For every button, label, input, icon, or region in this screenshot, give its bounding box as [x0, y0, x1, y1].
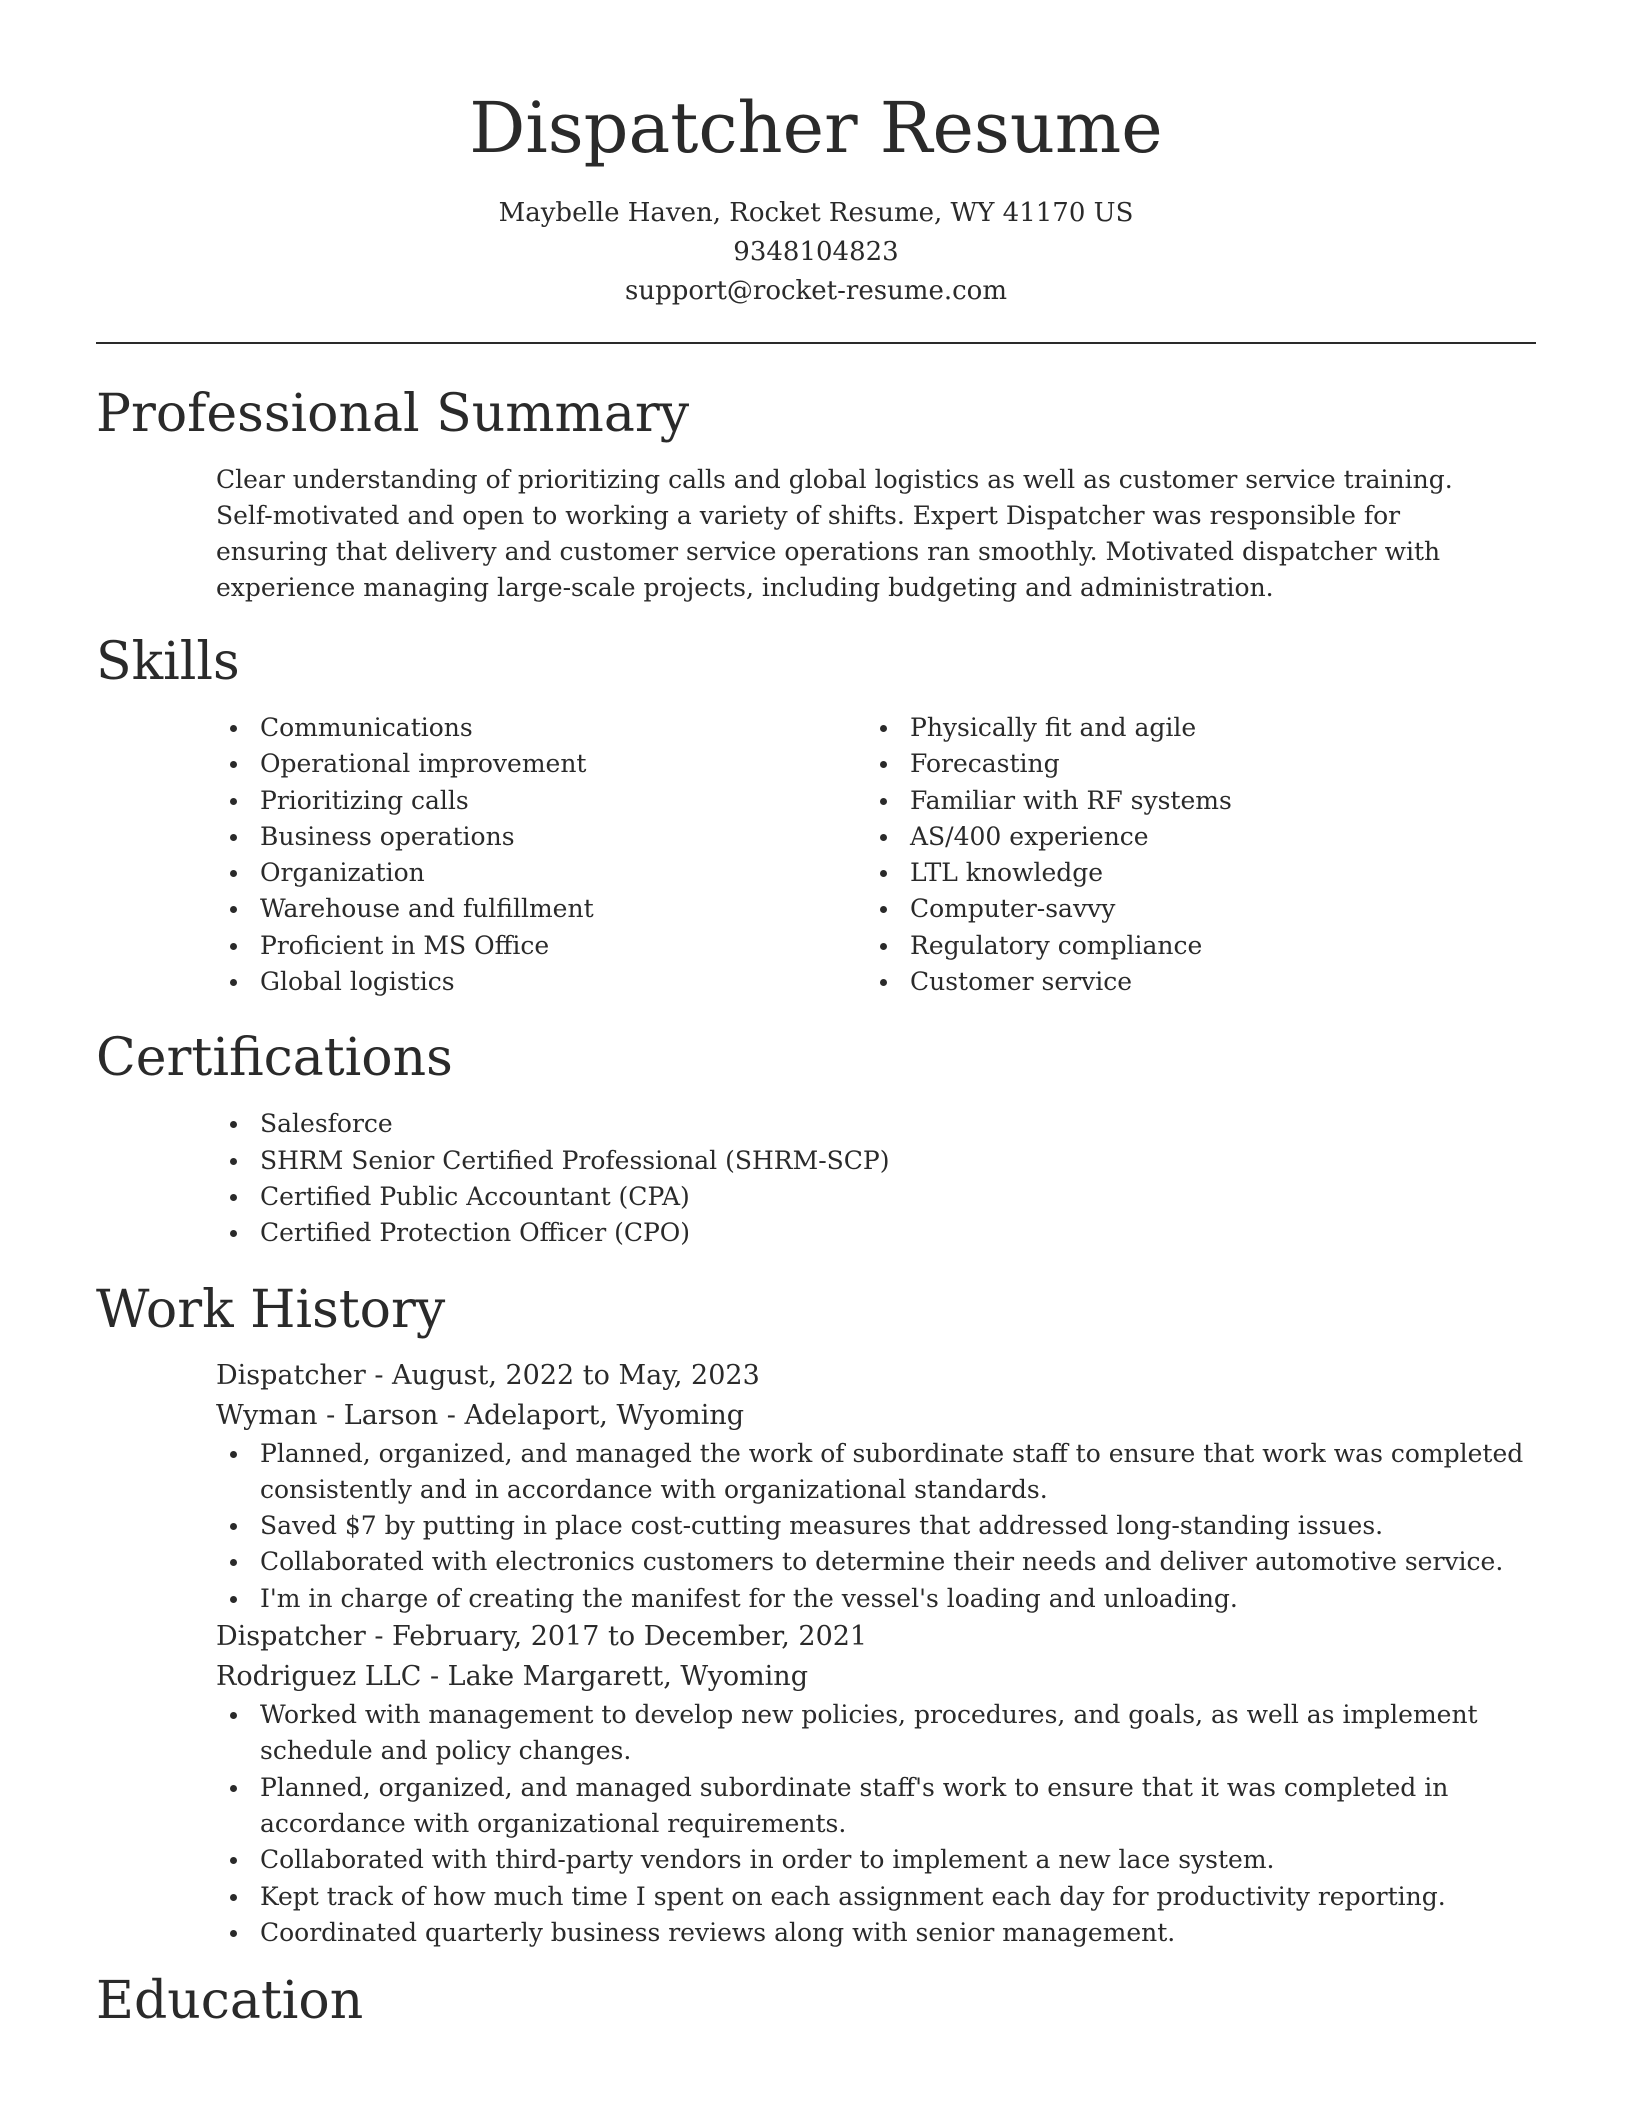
work-history-heading: Work History [96, 1279, 446, 1340]
skills-column-right [866, 710, 1516, 1000]
certifications-heading: Certifications [96, 1028, 453, 1089]
certifications-section [96, 1022, 1536, 1251]
job-duty-item: Worked with management to develop new policies, procedures, and goals, as well as implement schedule and policy changes. [260, 1697, 1536, 1770]
skill-item: Communications [260, 710, 866, 746]
skill-item: Physically fit and agile [910, 710, 1516, 746]
job-duty-item: Collaborated with electronics customers to determine their needs and deliver automotive service. [260, 1544, 1536, 1580]
job-duty-item: Planned, organized, and managed the work of subordinate staff to ensure that work was completed consistently and in accordance with organizational standards. [260, 1436, 1536, 1509]
summary-text: Clear understanding of prioritizing calls and global logistics as well as customer service training. Self-motivated and open to working a variety of shifts. Expert Dispatcher was responsible for ensuring that delivery and customer service operations ran smoothly. Motivated dispatcher with experience managing large-scale projects, including budgeting and administration. [216, 465, 1453, 602]
resume-title: Dispatcher Resume [469, 87, 1163, 169]
summary-section [96, 378, 1536, 606]
work-history-section [96, 1274, 1536, 1952]
education-section [96, 1965, 1536, 2037]
job-duty-item: Saved $7 by putting in place cost-cutting measures that addressed long-standing issues. [260, 1508, 1536, 1544]
skills-section [96, 626, 1536, 1000]
job-duty-item: Coordinated quarterly business reviews along with senior management. [260, 1915, 1536, 1951]
job-duty-item: Kept track of how much time I spent on each assignment each day for productivity reporting. [260, 1879, 1536, 1915]
job-company-location: Rodriguez LLC - Lake Margarett, Wyoming [216, 1661, 808, 1693]
skills-column-left [216, 710, 866, 1000]
skills-heading: Skills [96, 632, 240, 692]
skill-item: Operational improvement [260, 746, 866, 782]
skill-item: Global logistics [260, 964, 866, 1000]
certification-item: Certified Protection Officer (CPO) [260, 1215, 1536, 1251]
certification-item: Certified Public Accountant (CPA) [260, 1179, 1536, 1215]
job-duty-item: Collaborated with third-party vendors in order to implement a new lace system. [260, 1842, 1536, 1878]
certification-item: SHRM Senior Certified Professional (SHRM-SCP) [260, 1143, 1536, 1179]
skill-item: LTL knowledge [910, 855, 1516, 891]
contact-block [96, 194, 1536, 311]
job-duties-list [216, 1697, 1536, 1951]
job-entry [216, 1617, 1536, 1951]
contact-email: support@rocket-resume.com [624, 276, 1007, 306]
skills-list-left [216, 710, 866, 1000]
contact-phone: 9348104823 [733, 237, 899, 267]
header-divider [96, 342, 1536, 344]
skill-item: Business operations [260, 819, 866, 855]
skill-item: Regulatory compliance [910, 928, 1516, 964]
skill-item: Computer-savvy [910, 891, 1516, 927]
skills-grid [216, 710, 1536, 1000]
skill-item: Warehouse and fulfillment [260, 891, 866, 927]
job-title-dates: Dispatcher - August, 2022 to May, 2023 [216, 1359, 760, 1391]
job-duties-list [216, 1436, 1536, 1617]
contact-address: Maybelle Haven, Rocket Resume, WY 41170 US [498, 198, 1134, 228]
skill-item: Prioritizing calls [260, 783, 866, 819]
skill-item: Organization [260, 855, 866, 891]
job-company-location: Wyman - Larson - Adelaport, Wyoming [216, 1399, 745, 1431]
skill-item: Proficient in MS Office [260, 928, 866, 964]
education-heading: Education [96, 1971, 364, 2032]
certifications-list-wrap [216, 1106, 1536, 1251]
skills-list-right [866, 710, 1516, 1000]
job-entry [216, 1356, 1536, 1617]
skill-item: Familiar with RF systems [910, 783, 1516, 819]
resume-body [96, 378, 1536, 2037]
skill-item: Forecasting [910, 746, 1516, 782]
job-title-dates: Dispatcher - February, 2017 to December, 2021 [216, 1621, 868, 1653]
resume-header [96, 80, 1536, 311]
certifications-list [216, 1106, 1536, 1251]
skill-item: AS/400 experience [910, 819, 1516, 855]
job-duty-item: Planned, organized, and managed subordinate staff's work to ensure that it was completed in accordance with organizational requirements. [260, 1770, 1536, 1843]
skill-item: Customer service [910, 964, 1516, 1000]
job-duty-item: I'm in charge of creating the manifest for the vessel's loading and unloading. [260, 1581, 1536, 1617]
summary-heading: Professional Summary [96, 384, 690, 444]
certification-item: Salesforce [260, 1106, 1536, 1142]
